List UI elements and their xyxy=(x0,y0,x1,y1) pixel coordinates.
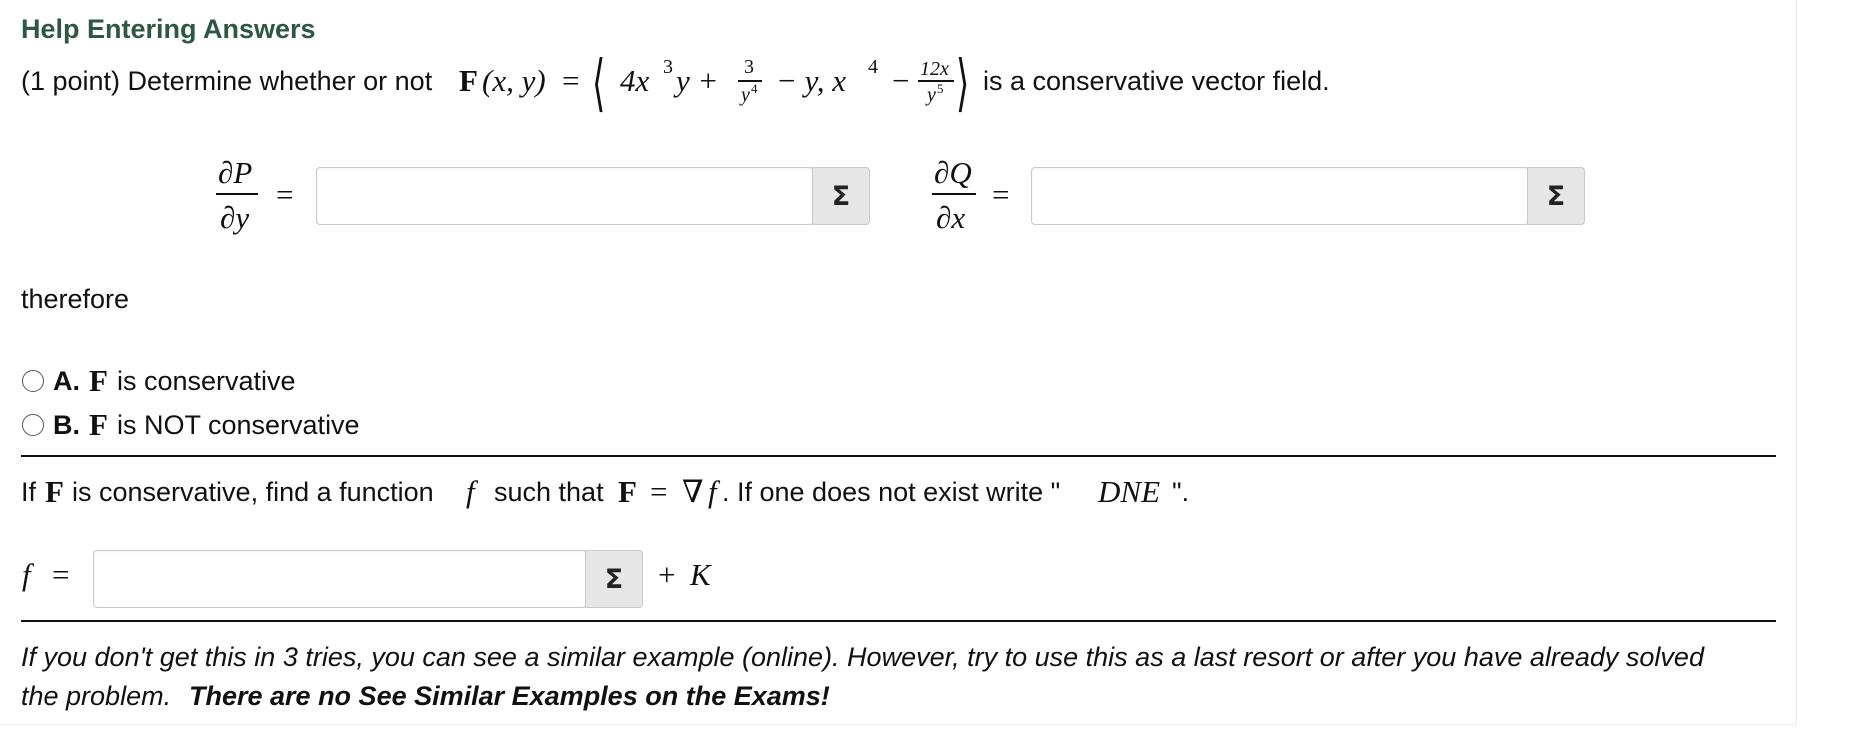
prompt-end: . If one does not exist write " xyxy=(722,477,1061,507)
term-x-exponent: 4 xyxy=(868,56,878,78)
prompt-if: If xyxy=(21,477,37,507)
problem-prefix: (1 point) Determine whether or not xyxy=(21,66,433,96)
term-y-plus: y + xyxy=(676,63,719,98)
fraction-2-denominator: y xyxy=(927,84,936,106)
dp-dy-equals: = xyxy=(276,177,294,212)
dne-text: DNE xyxy=(1098,474,1160,509)
f-equals: = xyxy=(52,557,70,592)
fraction-2-den-exponent: 5 xyxy=(937,81,944,96)
f-label: f xyxy=(22,557,31,592)
dp-numerator: ∂P xyxy=(218,155,253,190)
field-args: (x, y) xyxy=(482,63,546,98)
prompt-mid: is conservative, find a function xyxy=(72,477,434,507)
footer-line-2: the problem. xyxy=(21,681,172,711)
choice-b-radio[interactable] xyxy=(22,414,44,436)
dq-dx-equation-editor-button[interactable]: Σ xyxy=(1527,167,1585,225)
dq-dx-input[interactable] xyxy=(1031,167,1529,225)
choice-a-field: F xyxy=(89,363,108,398)
page-bottom-edge xyxy=(0,724,1797,725)
dp-dy-bar xyxy=(216,193,258,195)
fraction-1-numerator: 3 xyxy=(744,56,754,78)
choice-b-letter: B. xyxy=(53,410,80,440)
equals-sign: = xyxy=(562,63,580,98)
choice-a-label[interactable]: is conservative xyxy=(117,366,296,396)
dy-denominator: ∂y xyxy=(220,200,250,235)
term-minus-y-x: − y, x xyxy=(776,63,846,98)
prompt-f-2: f xyxy=(708,474,717,509)
prompt-equals: = xyxy=(650,474,668,509)
choice-a-radio[interactable] xyxy=(22,370,44,392)
fraction-1-bar xyxy=(738,80,762,82)
choice-a-letter: A. xyxy=(53,366,80,396)
dp-dy-equation-editor-button[interactable]: Σ xyxy=(812,167,870,225)
prompt-close: ". xyxy=(1172,477,1190,507)
field-symbol: F xyxy=(459,63,478,98)
dq-dx-equals: = xyxy=(992,177,1010,212)
choice-b-field: F xyxy=(89,407,108,442)
fraction-1-denominator: y xyxy=(741,84,750,106)
prompt-f: f xyxy=(466,474,475,509)
nabla-symbol: ∇ xyxy=(682,474,704,509)
therefore-text: therefore xyxy=(21,284,130,314)
dx-denominator: ∂x xyxy=(936,200,966,235)
dq-numerator: ∂Q xyxy=(934,155,972,190)
minus-sign: − xyxy=(892,63,910,98)
term-4x-exponent: 3 xyxy=(663,56,673,78)
prompt-such: such that xyxy=(494,477,604,507)
potential-function-input[interactable] xyxy=(93,550,587,608)
left-angle-bracket: ⟨ xyxy=(592,50,606,118)
fraction-2-bar xyxy=(918,80,954,82)
separator-rule-1 xyxy=(21,455,1776,457)
choice-b-label[interactable]: is NOT conservative xyxy=(117,410,360,440)
constant-k: K xyxy=(690,557,711,592)
footer-line-1: If you don't get this in 3 tries, you can see a similar example (online). However, try to use this as a last resort or after you have already solved xyxy=(21,642,1704,672)
help-entering-answers-link[interactable]: Help Entering Answers xyxy=(21,14,316,44)
dq-dx-bar xyxy=(932,193,976,195)
separator-rule-2 xyxy=(21,620,1776,622)
term-4x: 4x xyxy=(620,63,650,98)
page-right-edge xyxy=(1796,0,1797,725)
footer-bold-warning: There are no See Similar Examples on the Exams! xyxy=(189,681,830,711)
dp-dy-input[interactable] xyxy=(316,167,814,225)
fraction-2-numerator: 12x xyxy=(920,58,949,80)
fraction-1-den-exponent: 4 xyxy=(751,81,758,96)
prompt-field-2: F xyxy=(618,474,637,509)
potential-equation-editor-button[interactable]: Σ xyxy=(585,550,643,608)
prompt-field: F xyxy=(45,474,64,509)
right-angle-bracket: ⟩ xyxy=(956,50,970,118)
problem-suffix: is a conservative vector field. xyxy=(983,66,1330,96)
plus-sign: + xyxy=(658,557,676,592)
